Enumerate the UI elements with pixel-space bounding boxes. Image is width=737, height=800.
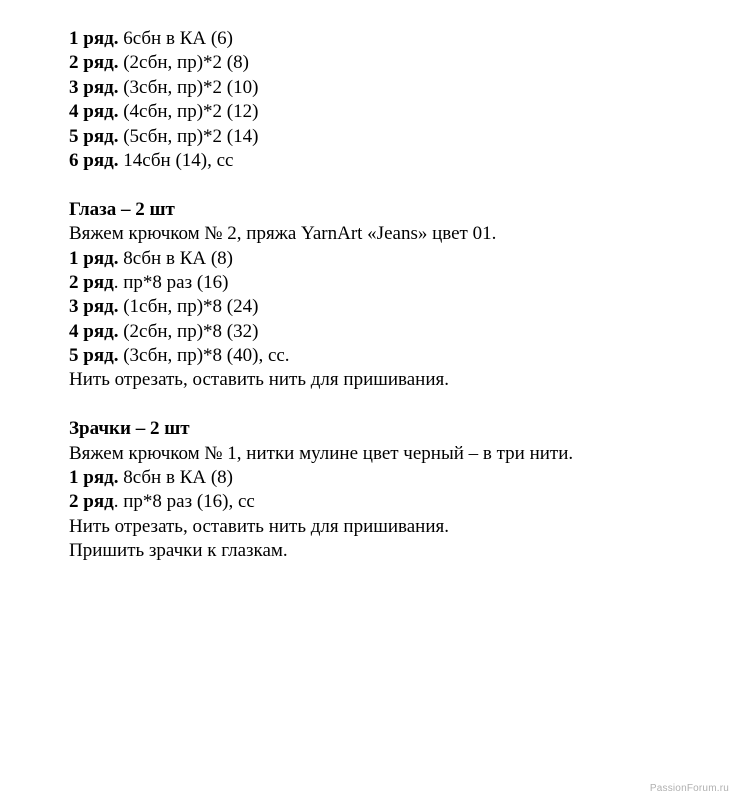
row-label: 1 ряд.: [69, 247, 119, 269]
document-body: [69, 27, 709, 564]
row-text: . пр*8 раз (16), сс: [113, 491, 255, 513]
watermark-text: PassionForum.ru: [649, 783, 729, 794]
row-label: 4 ряд.: [69, 320, 119, 342]
row-line: [69, 27, 709, 51]
row-text: 8сбн в КА (8): [118, 247, 233, 269]
row-text: (1сбн, пр)*8 (24): [118, 296, 259, 318]
row-line: [69, 271, 709, 295]
row-line: [69, 76, 709, 100]
row-label: 5 ряд.: [69, 125, 119, 147]
row-line: [69, 247, 709, 271]
section-intro: Вяжем крючком № 2, пряжа YarnArt «Jeans» цвет 01.: [69, 223, 497, 245]
row-text: (3сбн, пр)*8 (40), сс.: [118, 345, 290, 367]
row-label: 2 ряд: [69, 271, 114, 293]
row-line: [69, 51, 709, 75]
row-text: (2сбн, пр)*8 (32): [118, 320, 259, 342]
row-label: 3 ряд.: [69, 296, 119, 318]
row-line: [69, 466, 709, 490]
section-outro: Нить отрезать, оставить нить для пришивания.: [69, 369, 450, 391]
section-outro: Нить отрезать, оставить нить для пришивания.: [69, 515, 450, 537]
row-text: 8сбн в КА (8): [118, 467, 233, 489]
row-line: [69, 125, 709, 149]
row-text: (4сбн, пр)*2 (12): [118, 101, 259, 123]
section-pupils: [69, 417, 709, 563]
row-label: 6 ряд.: [69, 149, 119, 171]
spacer: [69, 173, 709, 197]
row-text: (2сбн, пр)*2 (8): [118, 52, 249, 74]
row-label: 2 ряд.: [69, 52, 119, 74]
row-label: 1 ряд.: [69, 467, 119, 489]
row-line: [69, 344, 709, 368]
row-label: 1 ряд.: [69, 28, 119, 49]
row-line: [69, 100, 709, 124]
row-line: [69, 149, 709, 173]
section-closing-note: Пришить зрачки к глазкам.: [69, 540, 288, 562]
row-label: 4 ряд.: [69, 101, 119, 123]
section-eyes: [69, 198, 709, 393]
row-text: 14сбн (14), сс: [118, 149, 234, 171]
row-label: 3 ряд.: [69, 76, 119, 98]
section-title: Зрачки – 2 шт: [69, 418, 190, 440]
row-line: [69, 320, 709, 344]
row-text: (3сбн, пр)*2 (10): [118, 76, 259, 98]
row-label: 2 ряд: [69, 491, 114, 513]
section-intro: Вяжем крючком № 1, нитки мулине цвет черный – в три нити.: [69, 442, 574, 464]
section-title: Глаза – 2 шт: [69, 198, 175, 220]
row-line: [69, 490, 709, 514]
row-line: [69, 295, 709, 319]
row-text: . пр*8 раз (16): [113, 271, 229, 293]
row-text: (5сбн, пр)*2 (14): [118, 125, 259, 147]
row-text: 6сбн в КА (6): [118, 28, 233, 49]
section-rows-top: [69, 27, 709, 173]
row-label: 5 ряд.: [69, 345, 119, 367]
spacer: [69, 393, 709, 417]
